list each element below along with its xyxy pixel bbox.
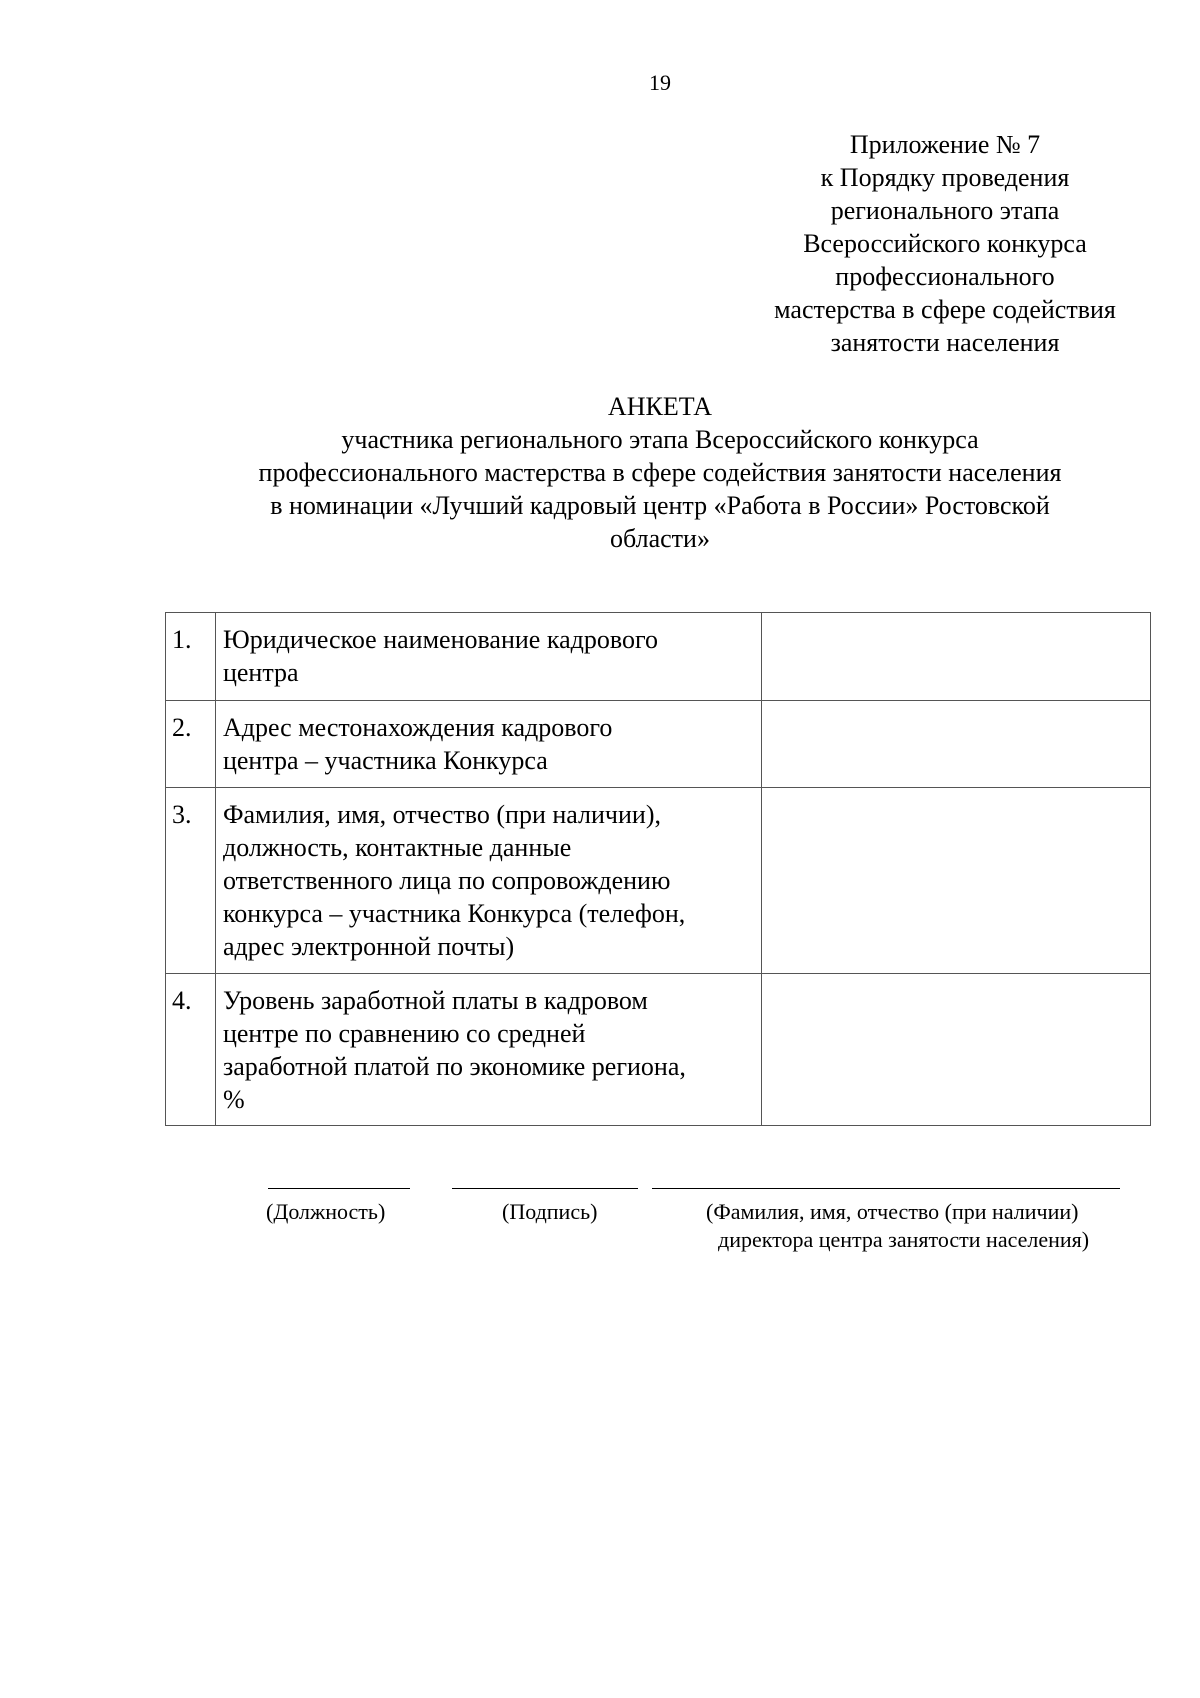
row-label-line: Уровень заработной платы в кадровом (222, 986, 648, 1015)
row-label (215, 974, 761, 1126)
position-signature-line[interactable] (268, 1188, 410, 1189)
heading-line: профессионального мастерства в сфере содействия занятости населения (258, 458, 1062, 487)
row-number: 4. (166, 974, 216, 1126)
row-label-line: заработной платой по экономике региона, (222, 1052, 686, 1081)
row-value-field[interactable] (761, 701, 1151, 788)
row-label-line: адрес электронной почты) (222, 932, 515, 961)
row-number: 3. (166, 788, 216, 974)
position-caption: (Должность) (266, 1199, 386, 1224)
fio-caption-line: (Фамилия, имя, отчество (при наличии) (706, 1199, 1079, 1224)
sign-signature-line[interactable] (452, 1188, 638, 1189)
row-value-field[interactable] (761, 788, 1151, 974)
fio-caption-line: директора центра занятости населения) (718, 1227, 1090, 1252)
questionnaire-table (165, 612, 1151, 1126)
row-number: 2. (166, 701, 216, 788)
document-title: АНКЕТА (607, 392, 713, 421)
table-row (166, 701, 1151, 788)
appendix-line: мастерства в сфере содействия (774, 295, 1116, 324)
appendix-line: занятости населения (830, 328, 1060, 357)
row-value-field[interactable] (761, 613, 1151, 701)
page-number: 19 (649, 70, 671, 95)
fio-caption (690, 1198, 1150, 1254)
row-label-line: Адрес местонахождения кадрового (222, 713, 613, 742)
appendix-line: профессионального (835, 262, 1055, 291)
appendix-block (720, 128, 1170, 359)
appendix-line: к Порядку проведения (820, 163, 1070, 192)
row-value-field[interactable] (761, 974, 1151, 1126)
row-label-line: центре по сравнению со средней (222, 1019, 586, 1048)
heading-line: участника регионального этапа Всероссийского конкурса (341, 425, 979, 454)
row-label-line: Фамилия, имя, отчество (при наличии), (222, 800, 661, 829)
row-label-line: центра (222, 658, 299, 687)
table-row (166, 974, 1151, 1126)
table-row (166, 613, 1151, 701)
sign-caption: (Подпись) (502, 1199, 598, 1224)
row-label-line: % (222, 1085, 245, 1114)
table-row (166, 788, 1151, 974)
fio-signature-line[interactable] (652, 1188, 1120, 1189)
row-number: 1. (166, 613, 216, 701)
appendix-line: регионального этапа (830, 196, 1060, 225)
row-label (215, 613, 761, 701)
row-label-line: Юридическое наименование кадрового (222, 625, 658, 654)
appendix-line: Всероссийского конкурса (803, 229, 1087, 258)
heading-line: области» (610, 524, 710, 553)
document-heading (150, 390, 1170, 555)
heading-line: в номинации «Лучший кадровый центр «Работа в России» Ростовской (270, 491, 1050, 520)
row-label-line: конкурса – участника Конкурса (телефон, (222, 899, 686, 928)
row-label (215, 701, 761, 788)
row-label-line: ответственного лица по сопровождению (222, 866, 671, 895)
row-label-line: центра – участника Конкурса (222, 746, 548, 775)
row-label (215, 788, 761, 974)
appendix-line: Приложение № 7 (849, 130, 1041, 159)
row-label-line: должность, контактные данные (222, 833, 572, 862)
